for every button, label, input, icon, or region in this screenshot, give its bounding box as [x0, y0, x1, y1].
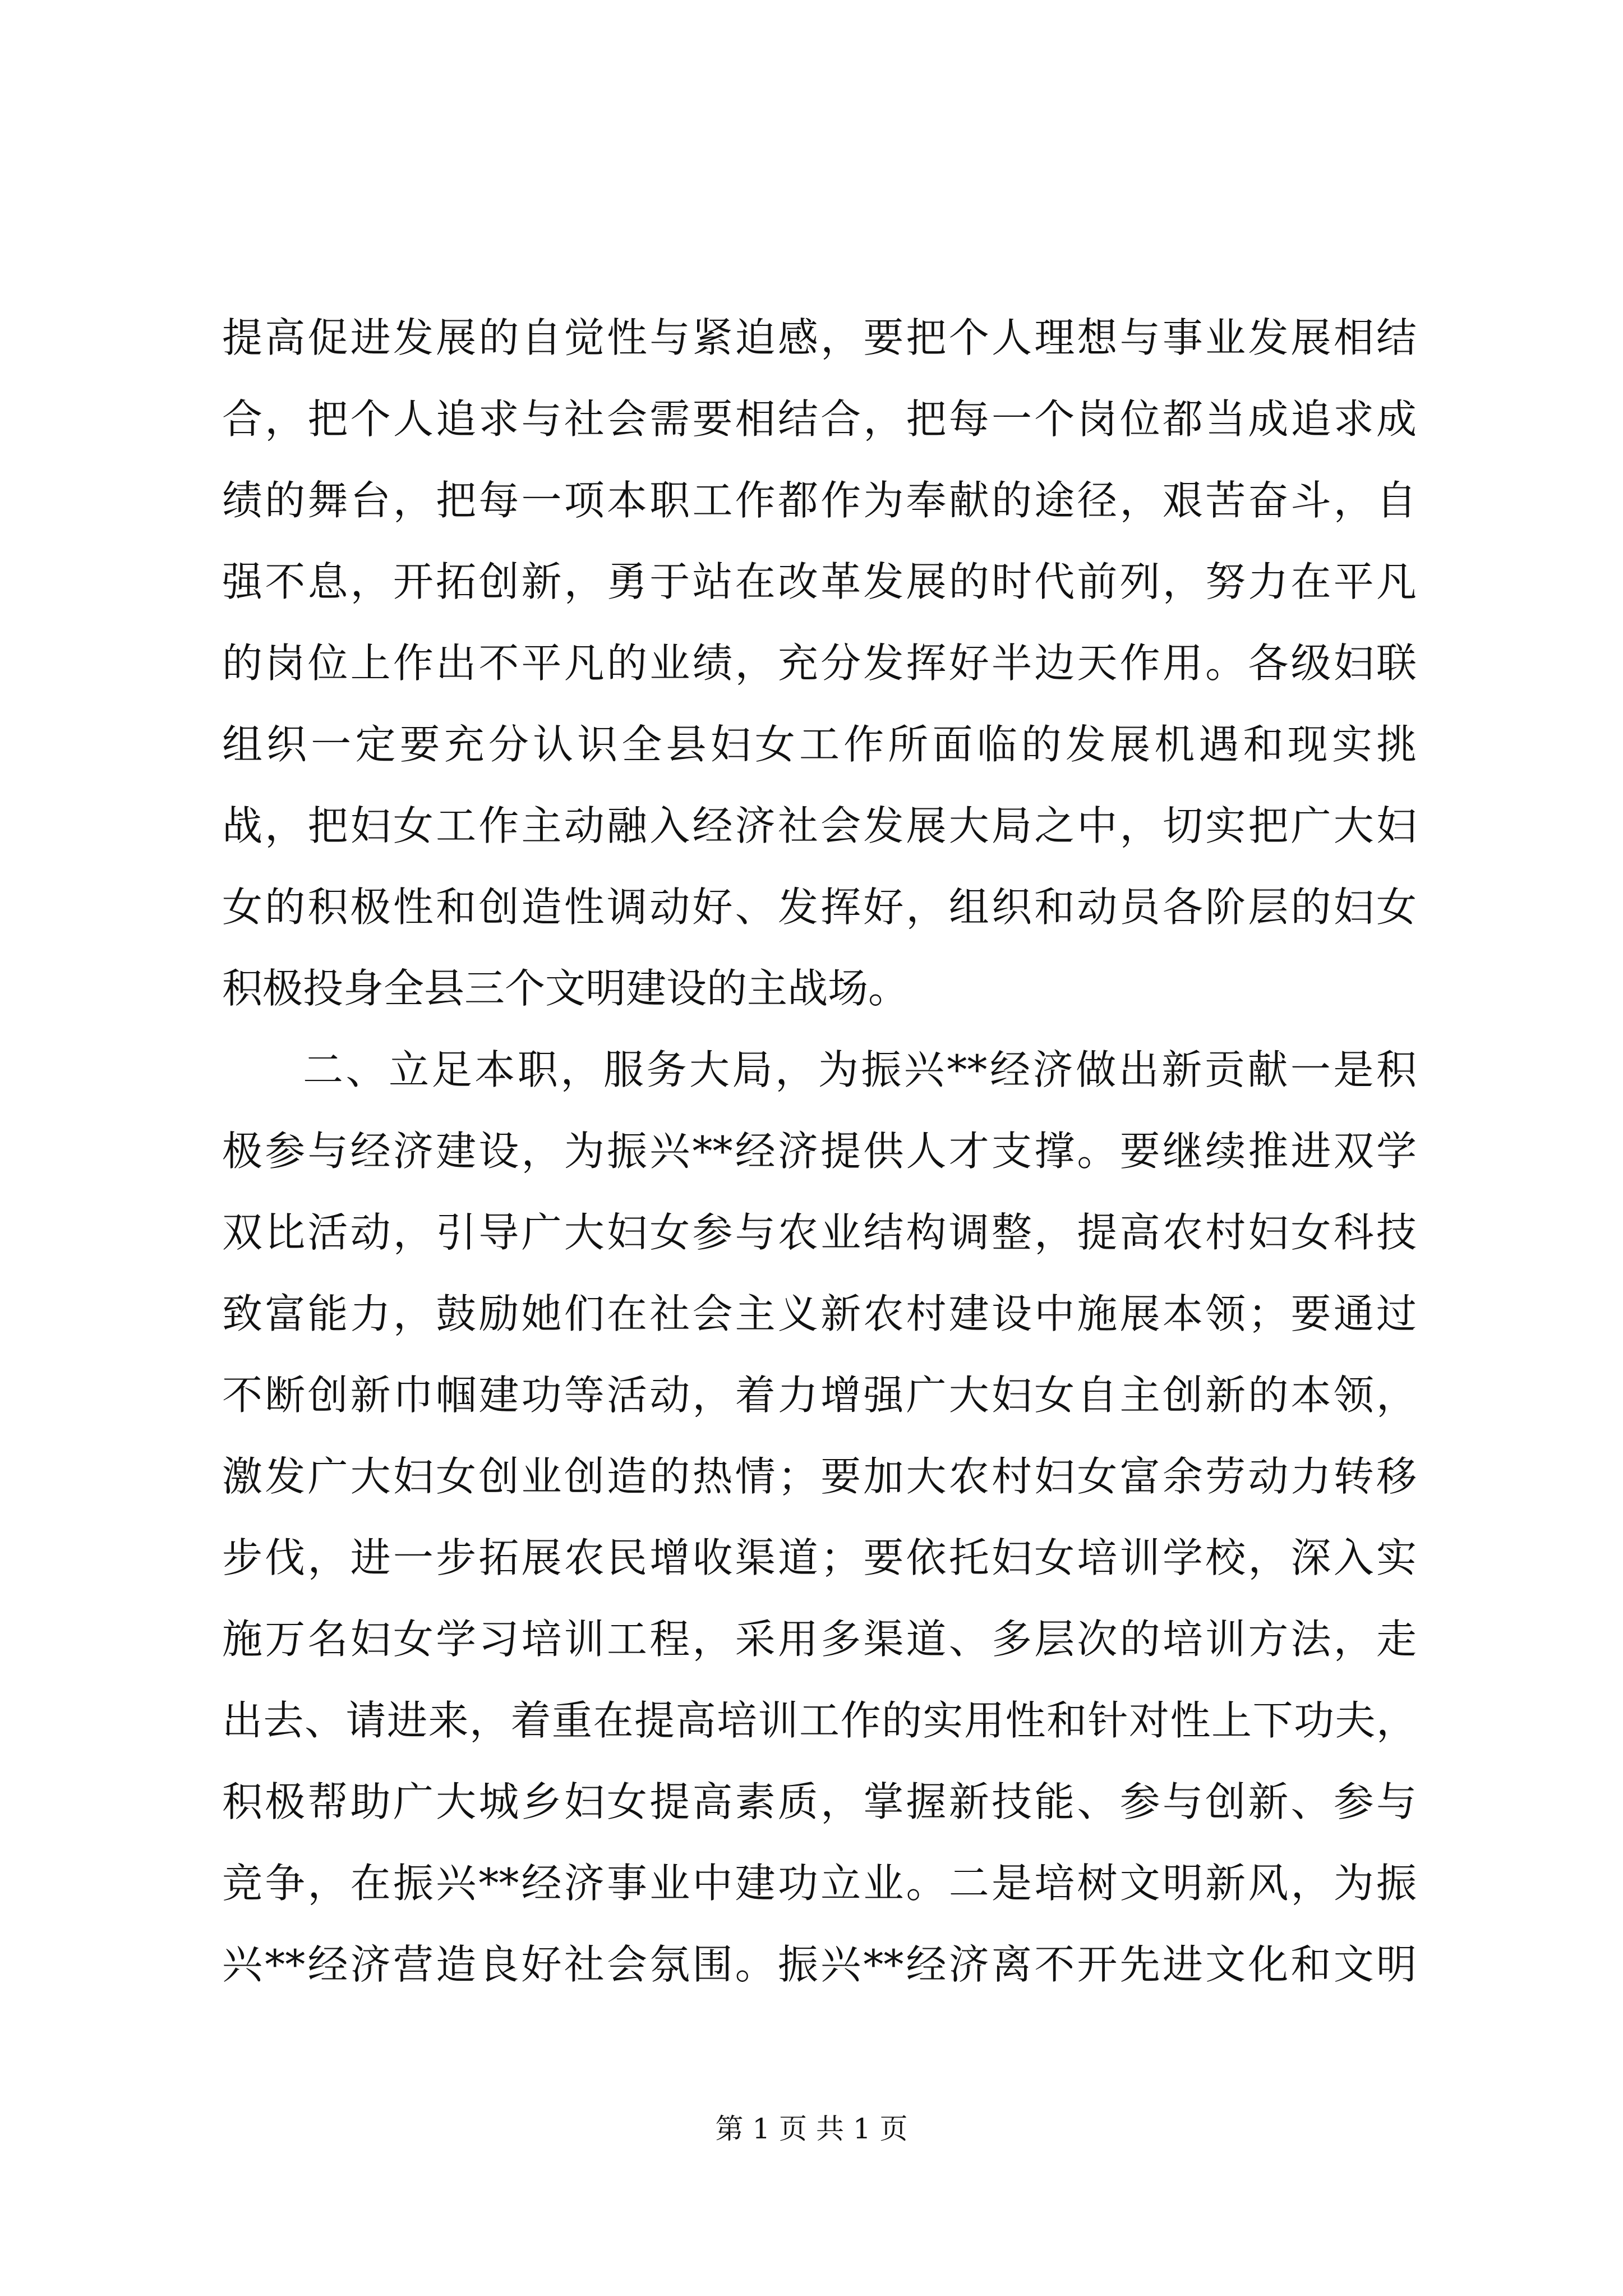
text-line: 激发广大妇女创业创造的热情；要加大农村妇女富余劳动力转移: [222, 1453, 1417, 1500]
text-line: 的岗位上作出不平凡的业绩，充分发挥好半边天作用。各级妇联: [222, 639, 1417, 687]
text-line: 战，把妇女工作主动融入经济社会发展大局之中，切实把广大妇: [222, 802, 1417, 849]
text-line: 积极帮助广大城乡妇女提高素质，掌握新技能、参与创新、参与: [222, 1778, 1417, 1825]
text-line: 积极投身全县三个文明建设的主战场。: [222, 965, 909, 1012]
text-line: 组织一定要充分认识全县妇女工作所面临的发展机遇和现实挑: [222, 721, 1417, 768]
text-line: 提高促进发展的自觉性与紧迫感，要把个人理想与事业发展相结: [222, 314, 1417, 361]
text-line: 极参与经济建设，为振兴**经济提供人才支撑。要继续推进双学: [222, 1128, 1417, 1175]
text-line: 强不息，开拓创新，勇于站在改革发展的时代前列，努力在平凡: [222, 558, 1417, 605]
text-line: 双比活动，引导广大妇女参与农业结构调整，提高农村妇女科技: [222, 1209, 1417, 1256]
section-heading-line: 二、立足本职，服务大局，为振兴**经济做出新贡献一是积: [303, 1046, 1417, 1093]
text-line: 绩的舞台，把每一项本职工作都作为奉献的途径，艰苦奋斗，自: [222, 477, 1417, 524]
text-line: 出去、请进来，着重在提高培训工作的实用性和针对性上下功夫，: [222, 1697, 1417, 1744]
document-body: [222, 297, 1417, 2005]
text-line: 合，把个人追求与社会需要相结合，把每一个岗位都当成追求成: [222, 395, 1417, 443]
text-line: 致富能力，鼓励她们在社会主义新农村建设中施展本领；要通过: [222, 1290, 1417, 1337]
text-line: 竞争，在振兴**经济事业中建功立业。二是培树文明新风，为振: [222, 1860, 1417, 1907]
text-line: 不断创新巾帼建功等活动，着力增强广大妇女自主创新的本领，: [222, 1372, 1417, 1419]
page-number-footer: 第 1 页 共 1 页: [715, 2113, 908, 2145]
text-line: 兴**经济营造良好社会氛围。振兴**经济离不开先进文化和文明: [222, 1941, 1417, 1988]
text-line: 女的积极性和创造性调动好、发挥好，组织和动员各阶层的妇女: [222, 884, 1417, 931]
text-line: 步伐，进一步拓展农民增收渠道；要依托妇女培训学校，深入实: [222, 1534, 1417, 1581]
text-line: 施万名妇女学习培训工程，采用多渠道、多层次的培训方法，走: [222, 1616, 1417, 1663]
